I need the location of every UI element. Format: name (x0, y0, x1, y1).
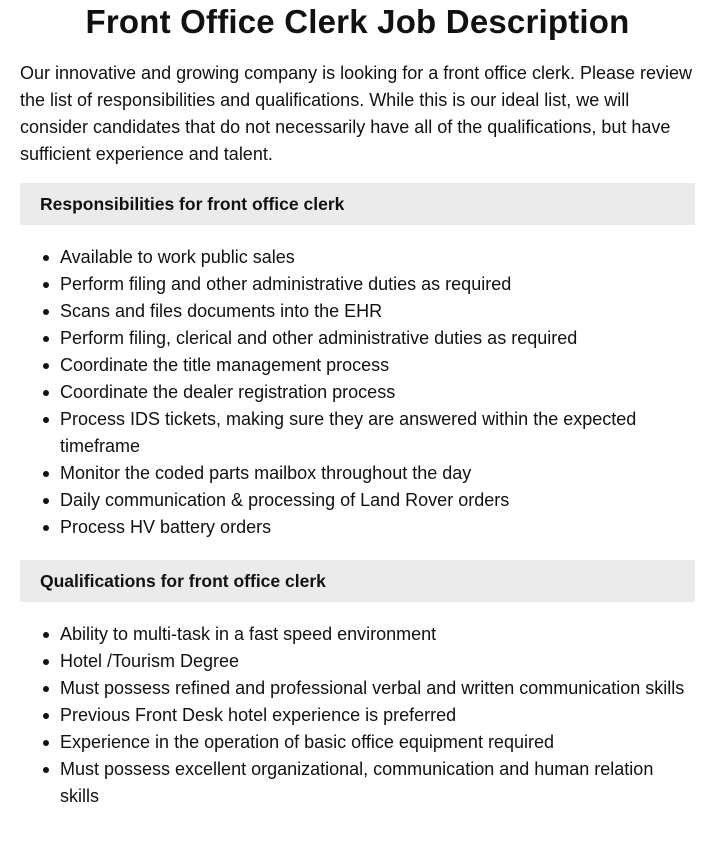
list-item: Previous Front Desk hotel experience is preferred (60, 702, 695, 729)
page-title: Front Office Clerk Job Description (85, 3, 630, 40)
list-item: Process HV battery orders (60, 514, 680, 541)
list-item: Ability to multi-task in a fast speed environment (60, 621, 695, 648)
list-item: Daily communication & processing of Land Rover orders (60, 487, 680, 514)
list-item: Process IDS tickets, making sure they are answered within the expected timeframe (60, 406, 680, 460)
list-item: Available to work public sales (60, 244, 680, 271)
list-item: Hotel /Tourism Degree (60, 648, 695, 675)
list-item: Must possess refined and professional verbal and written communication skills (60, 675, 695, 702)
list-item: Must possess excellent organizational, communication and human relation skills (60, 756, 695, 810)
list-item: Scans and files documents into the EHR (60, 298, 680, 325)
list-item: Perform filing, clerical and other administrative duties as required (60, 325, 680, 352)
qualifications-list (20, 621, 695, 810)
list-item: Perform filing and other administrative duties as required (60, 271, 680, 298)
list-item: Experience in the operation of basic office equipment required (60, 729, 695, 756)
qualifications-heading: Qualifications for front office clerk (20, 560, 695, 602)
intro-paragraph: Our innovative and growing company is looking for a front office clerk. Please review the list of responsibilities and qualifications. While this is our ideal list, we will consider candidates that do not necessarily have all of the qualifications, but have sufficient experience and talent. (20, 63, 693, 164)
list-item: Coordinate the title management process (60, 352, 680, 379)
list-item: Monitor the coded parts mailbox throughout the day (60, 460, 680, 487)
responsibilities-heading: Responsibilities for front office clerk (20, 183, 695, 225)
list-item: Coordinate the dealer registration process (60, 379, 680, 406)
responsibilities-list (20, 244, 680, 541)
